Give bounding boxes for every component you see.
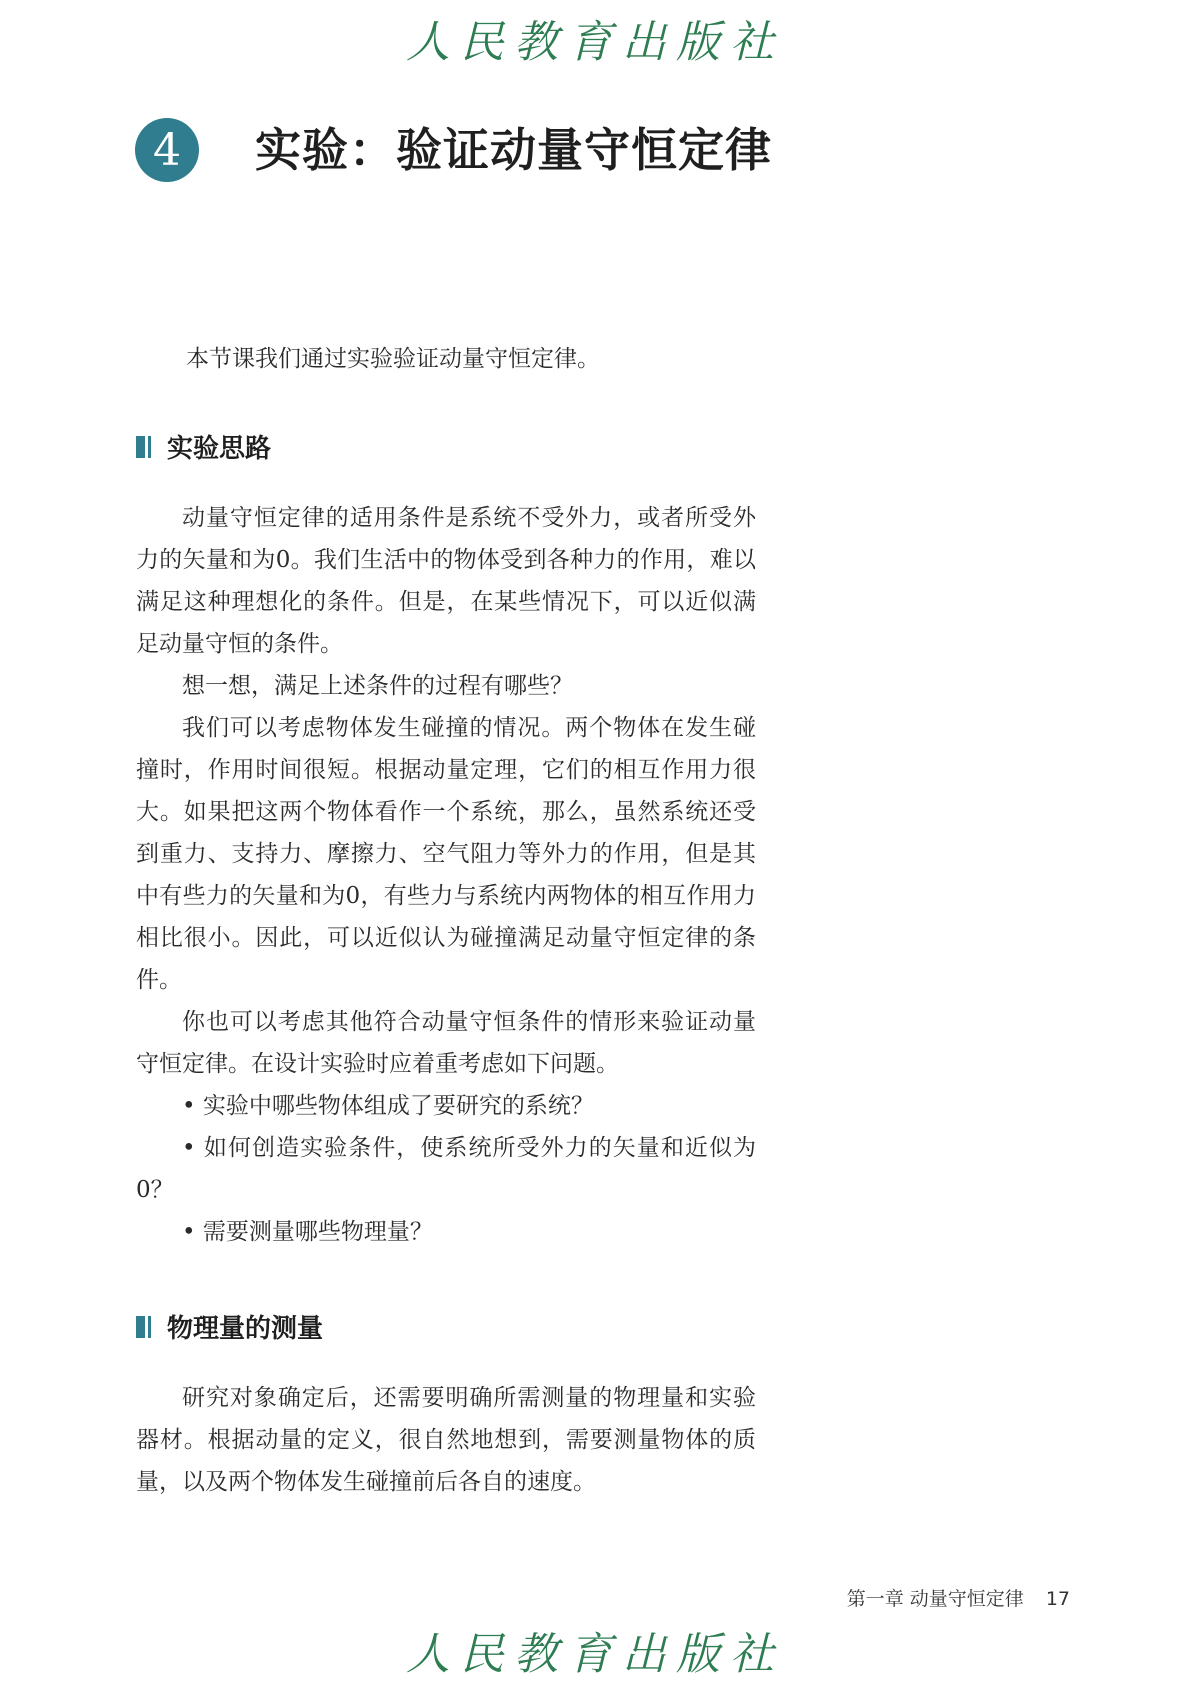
heading-measurement	[136, 1308, 323, 1345]
paragraph: 我们可以考虑物体发生碰撞的情况。两个物体在发生碰撞时，作用时间很短。根据动量定理，它们的相互作用力很大。如果把这两个物体看作一个系统，那么，虽然系统还受到重力、支持力、摩擦力、空气阻力等外力的作用，但是其中有些力的矢量和为0，有些力与系统内两物体的相互作用力相比很小。因此，可以近似认为碰撞满足动量守恒定律的条件。	[136, 715, 756, 993]
heading-label: 物理量的测量	[167, 1314, 324, 1344]
section-number-badge: 4	[135, 118, 199, 182]
section-body-experiment-idea	[136, 497, 756, 1253]
paragraph: 你也可以考虑其他符合动量守恒条件的情形来验证动量守恒定律。在设计实验时应着重考虑如下问题。	[136, 1009, 756, 1077]
section-body-measurement	[136, 1377, 756, 1503]
paragraph: 想一想，满足上述条件的过程有哪些？	[182, 673, 573, 699]
page-number: 17	[1045, 1588, 1070, 1610]
heading-marker-icon	[136, 436, 151, 458]
publisher-logo-top: 人民教育出版社	[406, 17, 784, 68]
publisher-logo-bottom: 人民教育出版社	[406, 1629, 784, 1680]
bullet-item: • 如何创造实验条件，使系统所受外力的矢量和近似为0？	[136, 1135, 756, 1203]
bullet-item: • 实验中哪些物体组成了要研究的系统？	[182, 1093, 594, 1119]
page-title: 实验：验证动量守恒定律	[255, 123, 772, 177]
chapter-label: 第一章 动量守恒定律	[846, 1588, 1024, 1610]
heading-marker-icon	[136, 1316, 151, 1338]
heading-label: 实验思路	[167, 434, 272, 464]
intro-text: 本节课我们通过实验验证动量守恒定律。	[186, 346, 600, 372]
page-footer	[847, 1584, 1070, 1611]
heading-experiment-idea	[136, 428, 271, 465]
bullet-item: • 需要测量哪些物理量？	[182, 1219, 433, 1245]
paragraph: 研究对象确定后，还需要明确所需测量的物理量和实验器材。根据动量的定义，很自然地想到，需要测量物体的质量，以及两个物体发生碰撞前后各自的速度。	[136, 1385, 756, 1495]
paragraph: 动量守恒定律的适用条件是系统不受外力，或者所受外力的矢量和为0。我们生活中的物体受到各种力的作用，难以满足这种理想化的条件。但是，在某些情况下，可以近似满足动量守恒的条件。	[136, 505, 756, 657]
